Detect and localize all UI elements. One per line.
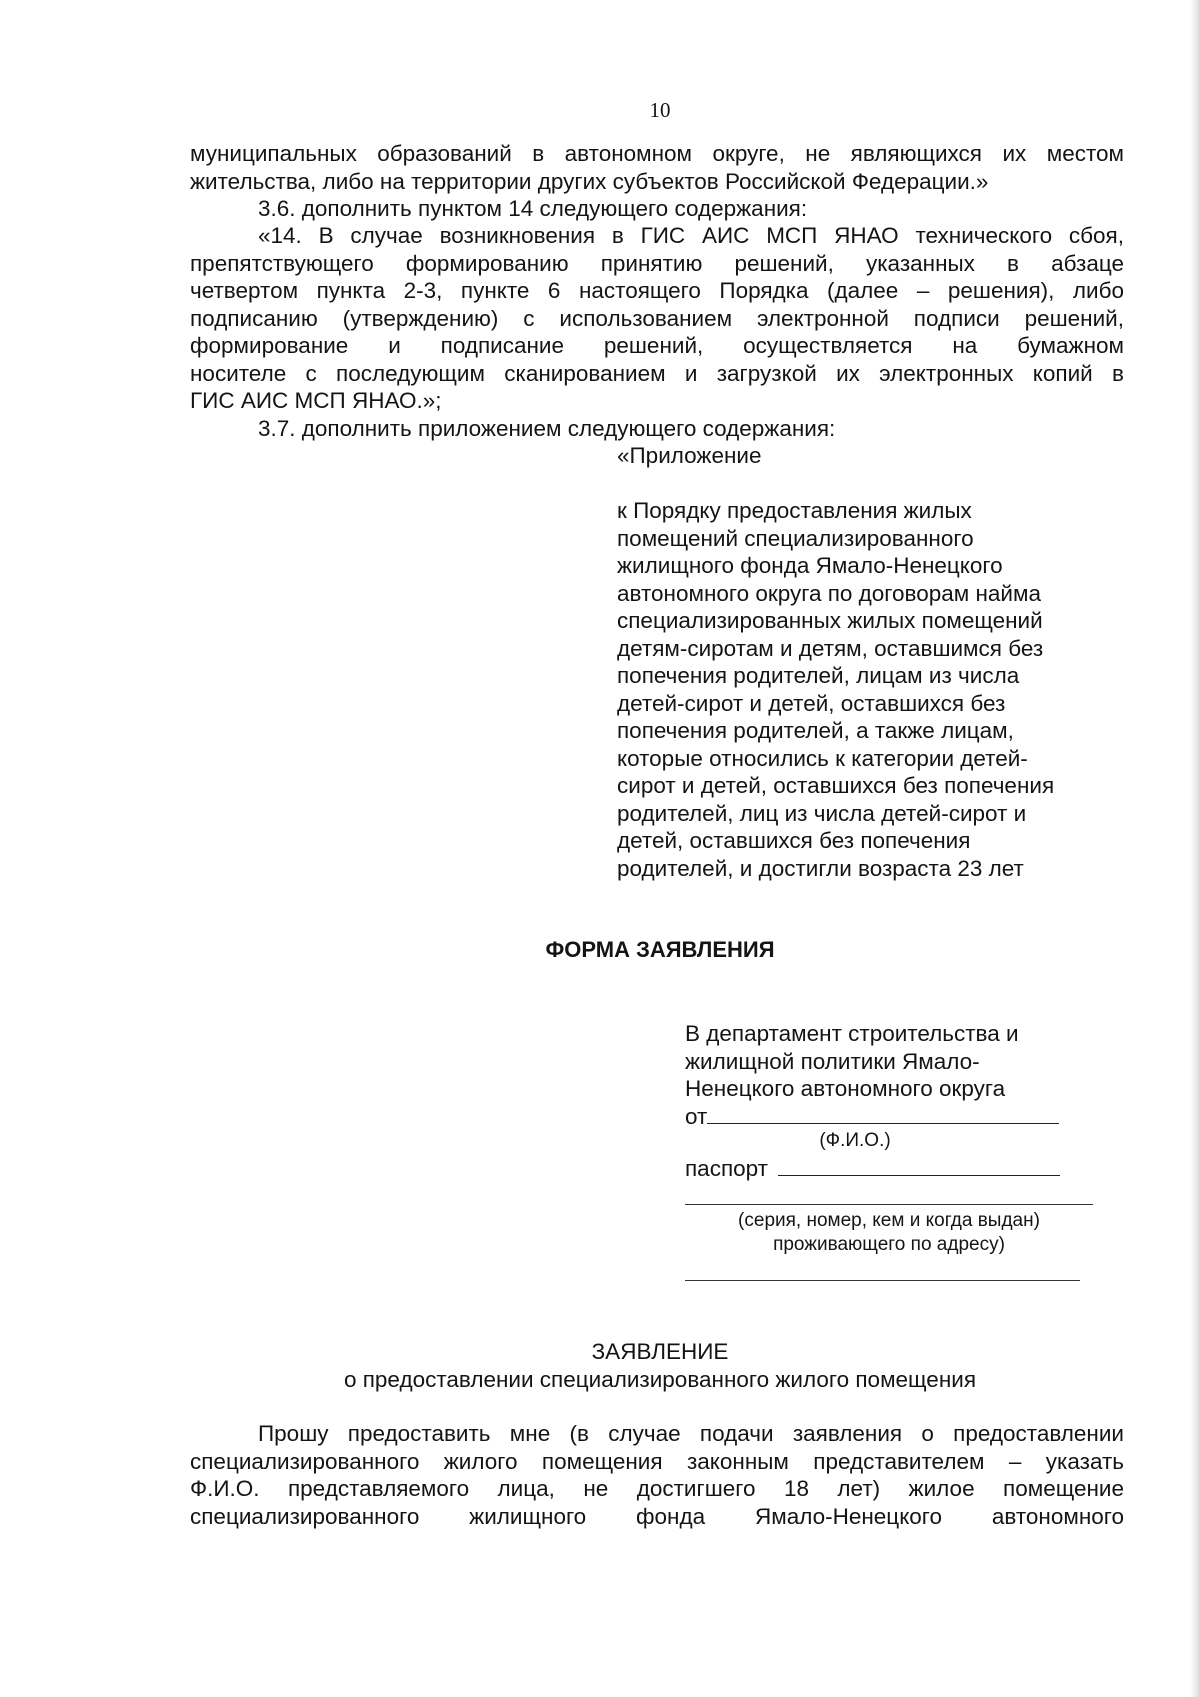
- intro-line: жительства, либо на территории других субъектов Российской Федерации.»: [190, 168, 989, 194]
- scan-edge: [1190, 0, 1200, 1697]
- passport-hint: (серия, номер, кем и когда выдан): [738, 1210, 1040, 1231]
- from-line: [685, 1103, 1105, 1131]
- statement-line: Прошу предоставить мне (в случае подачи заявления о предоставлении: [258, 1421, 1124, 1446]
- intro-paragraph: [190, 140, 1124, 195]
- appendix-line: детей, оставшихся без попечения: [617, 828, 971, 853]
- statement-line: специализированного жилого помещения законным представителем – указать: [190, 1448, 1124, 1474]
- intro-line: муниципальных образований в автономном округе, не являющихся их местом: [190, 141, 1124, 166]
- item-14-line: «14. В случае возникновения в ГИС АИС МСП ЯНАО технического сбоя,: [258, 223, 1124, 248]
- item-14-line: подписанию (утверждению) с использованием электронной подписи решений,: [190, 305, 1124, 331]
- page-number: 10: [649, 98, 671, 122]
- fio-hint: (Ф.И.О.): [819, 1130, 891, 1151]
- appendix-line: сирот и детей, оставшихся без попечения: [617, 773, 1055, 798]
- appendix-line: которые относились к категории детей-: [617, 745, 1028, 771]
- item-14-line: четвертом пункта 2-3, пункте 6 настоящего Порядка (далее – решения), либо: [190, 278, 1124, 303]
- appendix-line: автономного округа по договорам найма: [617, 580, 1041, 606]
- item-14-line: ГИС АИС МСП ЯНАО.»;: [190, 388, 442, 413]
- appendix-line: родителей, и достигли возраста 23 лет: [617, 855, 1024, 881]
- appendix-title: «Приложение: [617, 443, 762, 468]
- addressee-line: жилищной политики Ямало-: [685, 1048, 980, 1074]
- appendix-line: попечения родителей, а также лицам,: [617, 718, 1014, 743]
- statement-line: Ф.И.О. представляемого лица, не достигшего 18 лет) жилое помещение: [190, 1476, 1124, 1501]
- passport-line: [685, 1155, 1105, 1183]
- statement-subtitle: о предоставлении специализированного жилого помещения: [343, 1367, 977, 1392]
- addressee-line: Ненецкого автономного округа: [685, 1076, 1006, 1101]
- statement-title: ЗАЯВЛЕНИЕ: [591, 1339, 729, 1364]
- address-hint: проживающего по адресу): [773, 1234, 1005, 1255]
- item-14-line: носителе с последующим сканированием и загрузкой их электронных копий в: [190, 360, 1124, 386]
- appendix-line: детям-сиротам и детям, оставшимся без: [617, 635, 1044, 661]
- form-heading: ФОРМА ЗАЯВЛЕНИЯ: [545, 937, 775, 962]
- appendix-line: детей-сирот и детей, оставшихся без: [617, 690, 1006, 716]
- appendix-line: попечения родителей, лицам из числа: [617, 663, 1020, 688]
- item-14-paragraph: [190, 222, 1124, 415]
- addressee-line: В департамент строительства и: [685, 1021, 1019, 1046]
- item-14-line: формирование и подписание решений, осуществляется на бумажном: [190, 333, 1124, 358]
- passport-field[interactable]: [778, 1155, 1060, 1176]
- appendix-description: [617, 497, 1137, 882]
- from-label: от: [685, 1103, 708, 1129]
- appendix-line: жилищного фонда Ямало-Ненецкого: [617, 553, 1003, 578]
- fio-field[interactable]: [707, 1103, 1059, 1124]
- appendix-line: помещений специализированного: [617, 525, 974, 551]
- item-3-7: 3.7. дополнить приложением следующего содержания:: [258, 416, 836, 441]
- appendix-line: родителей, лиц из числа детей-сирот и: [617, 800, 1027, 826]
- item-14-line: препятствующего формированию принятию решений, указанных в абзаце: [190, 250, 1124, 276]
- statement-paragraph: [190, 1420, 1124, 1530]
- passport-details-field[interactable]: [685, 1204, 1093, 1205]
- statement-line: специализированного жилищного фонда Ямало-Ненецкого автономного: [190, 1503, 1124, 1529]
- appendix-line: к Порядку предоставления жилых: [617, 498, 972, 523]
- address-field[interactable]: [685, 1280, 1080, 1281]
- item-3-6: 3.6. дополнить пунктом 14 следующего содержания:: [258, 196, 808, 221]
- appendix-line: специализированных жилых помещений: [617, 608, 1043, 633]
- addressee-block: [685, 1020, 1105, 1130]
- passport-label: паспорт: [685, 1156, 768, 1181]
